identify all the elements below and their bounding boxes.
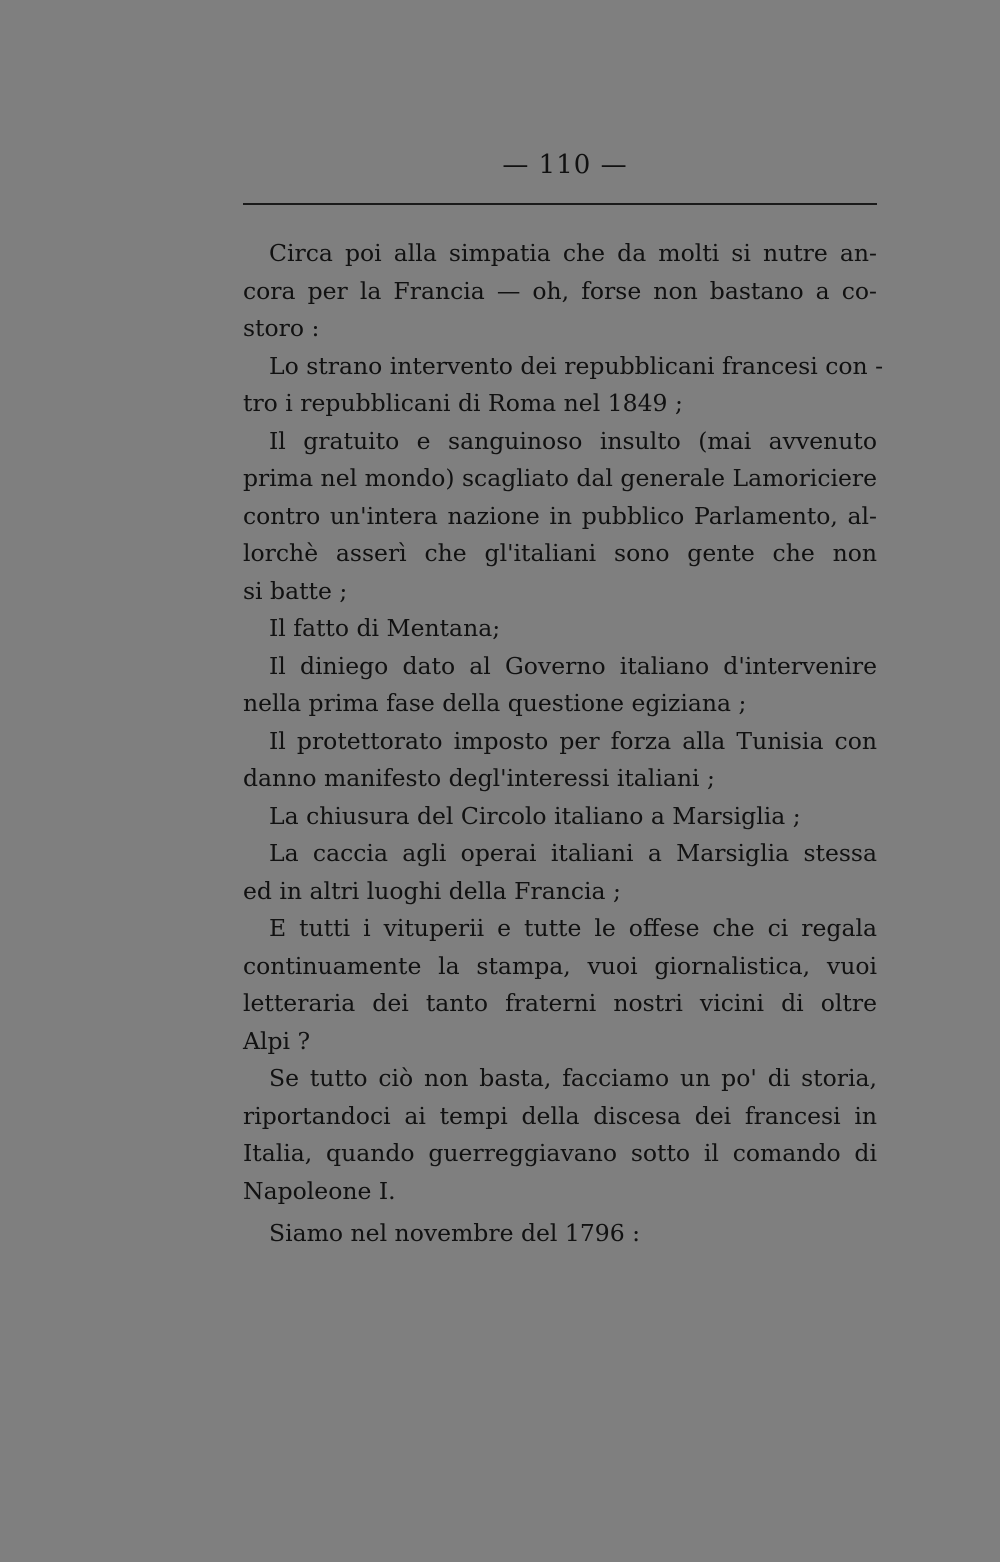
text-line: si batte ;	[243, 576, 348, 605]
text-line: La chiusura del Circolo italiano a Marsiglia ;	[269, 801, 801, 830]
text-line: Circa poi alla simpatia che da molti si nutre an-	[269, 239, 877, 267]
text-line: cora per la Francia — oh, forse non bastano a co-	[243, 276, 877, 305]
text-line: Alpi ?	[243, 1026, 311, 1055]
header-rule	[243, 203, 877, 205]
text-line: storo :	[243, 314, 320, 342]
text-line: tro i repubblicani di Roma nel 1849 ;	[243, 389, 683, 417]
text-line: contro un'intera nazione in pubblico Parlamento, al-	[243, 501, 877, 530]
text-line: Il diniego dato al Governo italiano d'intervenire	[269, 651, 877, 680]
text-line: danno manifesto degl'interessi italiani ;	[243, 764, 715, 792]
text-line: Il protettorato imposto per forza alla Tunisia con	[269, 726, 877, 755]
text-line: Se tutto ciò non basta, facciamo un po' di storia,	[269, 1064, 877, 1092]
text-line: E tutti i vituperii e tutte le offese che ci regala	[269, 914, 877, 942]
text-line: continuamente la stampa, vuoi giornalistica, vuoi	[243, 951, 877, 980]
text-line: ed in altri luoghi della Francia ;	[243, 876, 621, 905]
text-line: lorchè asserì che gl'italiani sono gente che non	[243, 539, 877, 567]
text-line: Il fatto di Mentana;	[269, 614, 501, 642]
text-line: Italia, quando guerreggiavano sotto il comando di	[243, 1139, 877, 1167]
page-number: — 110 —	[502, 150, 628, 180]
text-line: Siamo nel novembre del 1796 :	[269, 1219, 641, 1247]
body-text	[243, 235, 884, 1253]
text-line: riportandoci ai tempi della discesa dei francesi in	[243, 1101, 877, 1130]
text-line: nella prima fase della questione egiziana ;	[243, 689, 747, 717]
text-line: letteraria dei tanto fraterni nostri vicini di oltre	[243, 989, 877, 1017]
text-line: La caccia agli operai italiani a Marsiglia stessa	[269, 839, 877, 867]
text-line: prima nel mondo) scagliato dal generale Lamoriciere	[243, 464, 878, 492]
text-line: Il gratuito e sanguinoso insulto (mai avvenuto	[269, 426, 877, 455]
text-line: Napoleone I.	[243, 1176, 396, 1205]
text-line: Lo strano intervento dei repubblicani francesi con -	[269, 351, 884, 380]
